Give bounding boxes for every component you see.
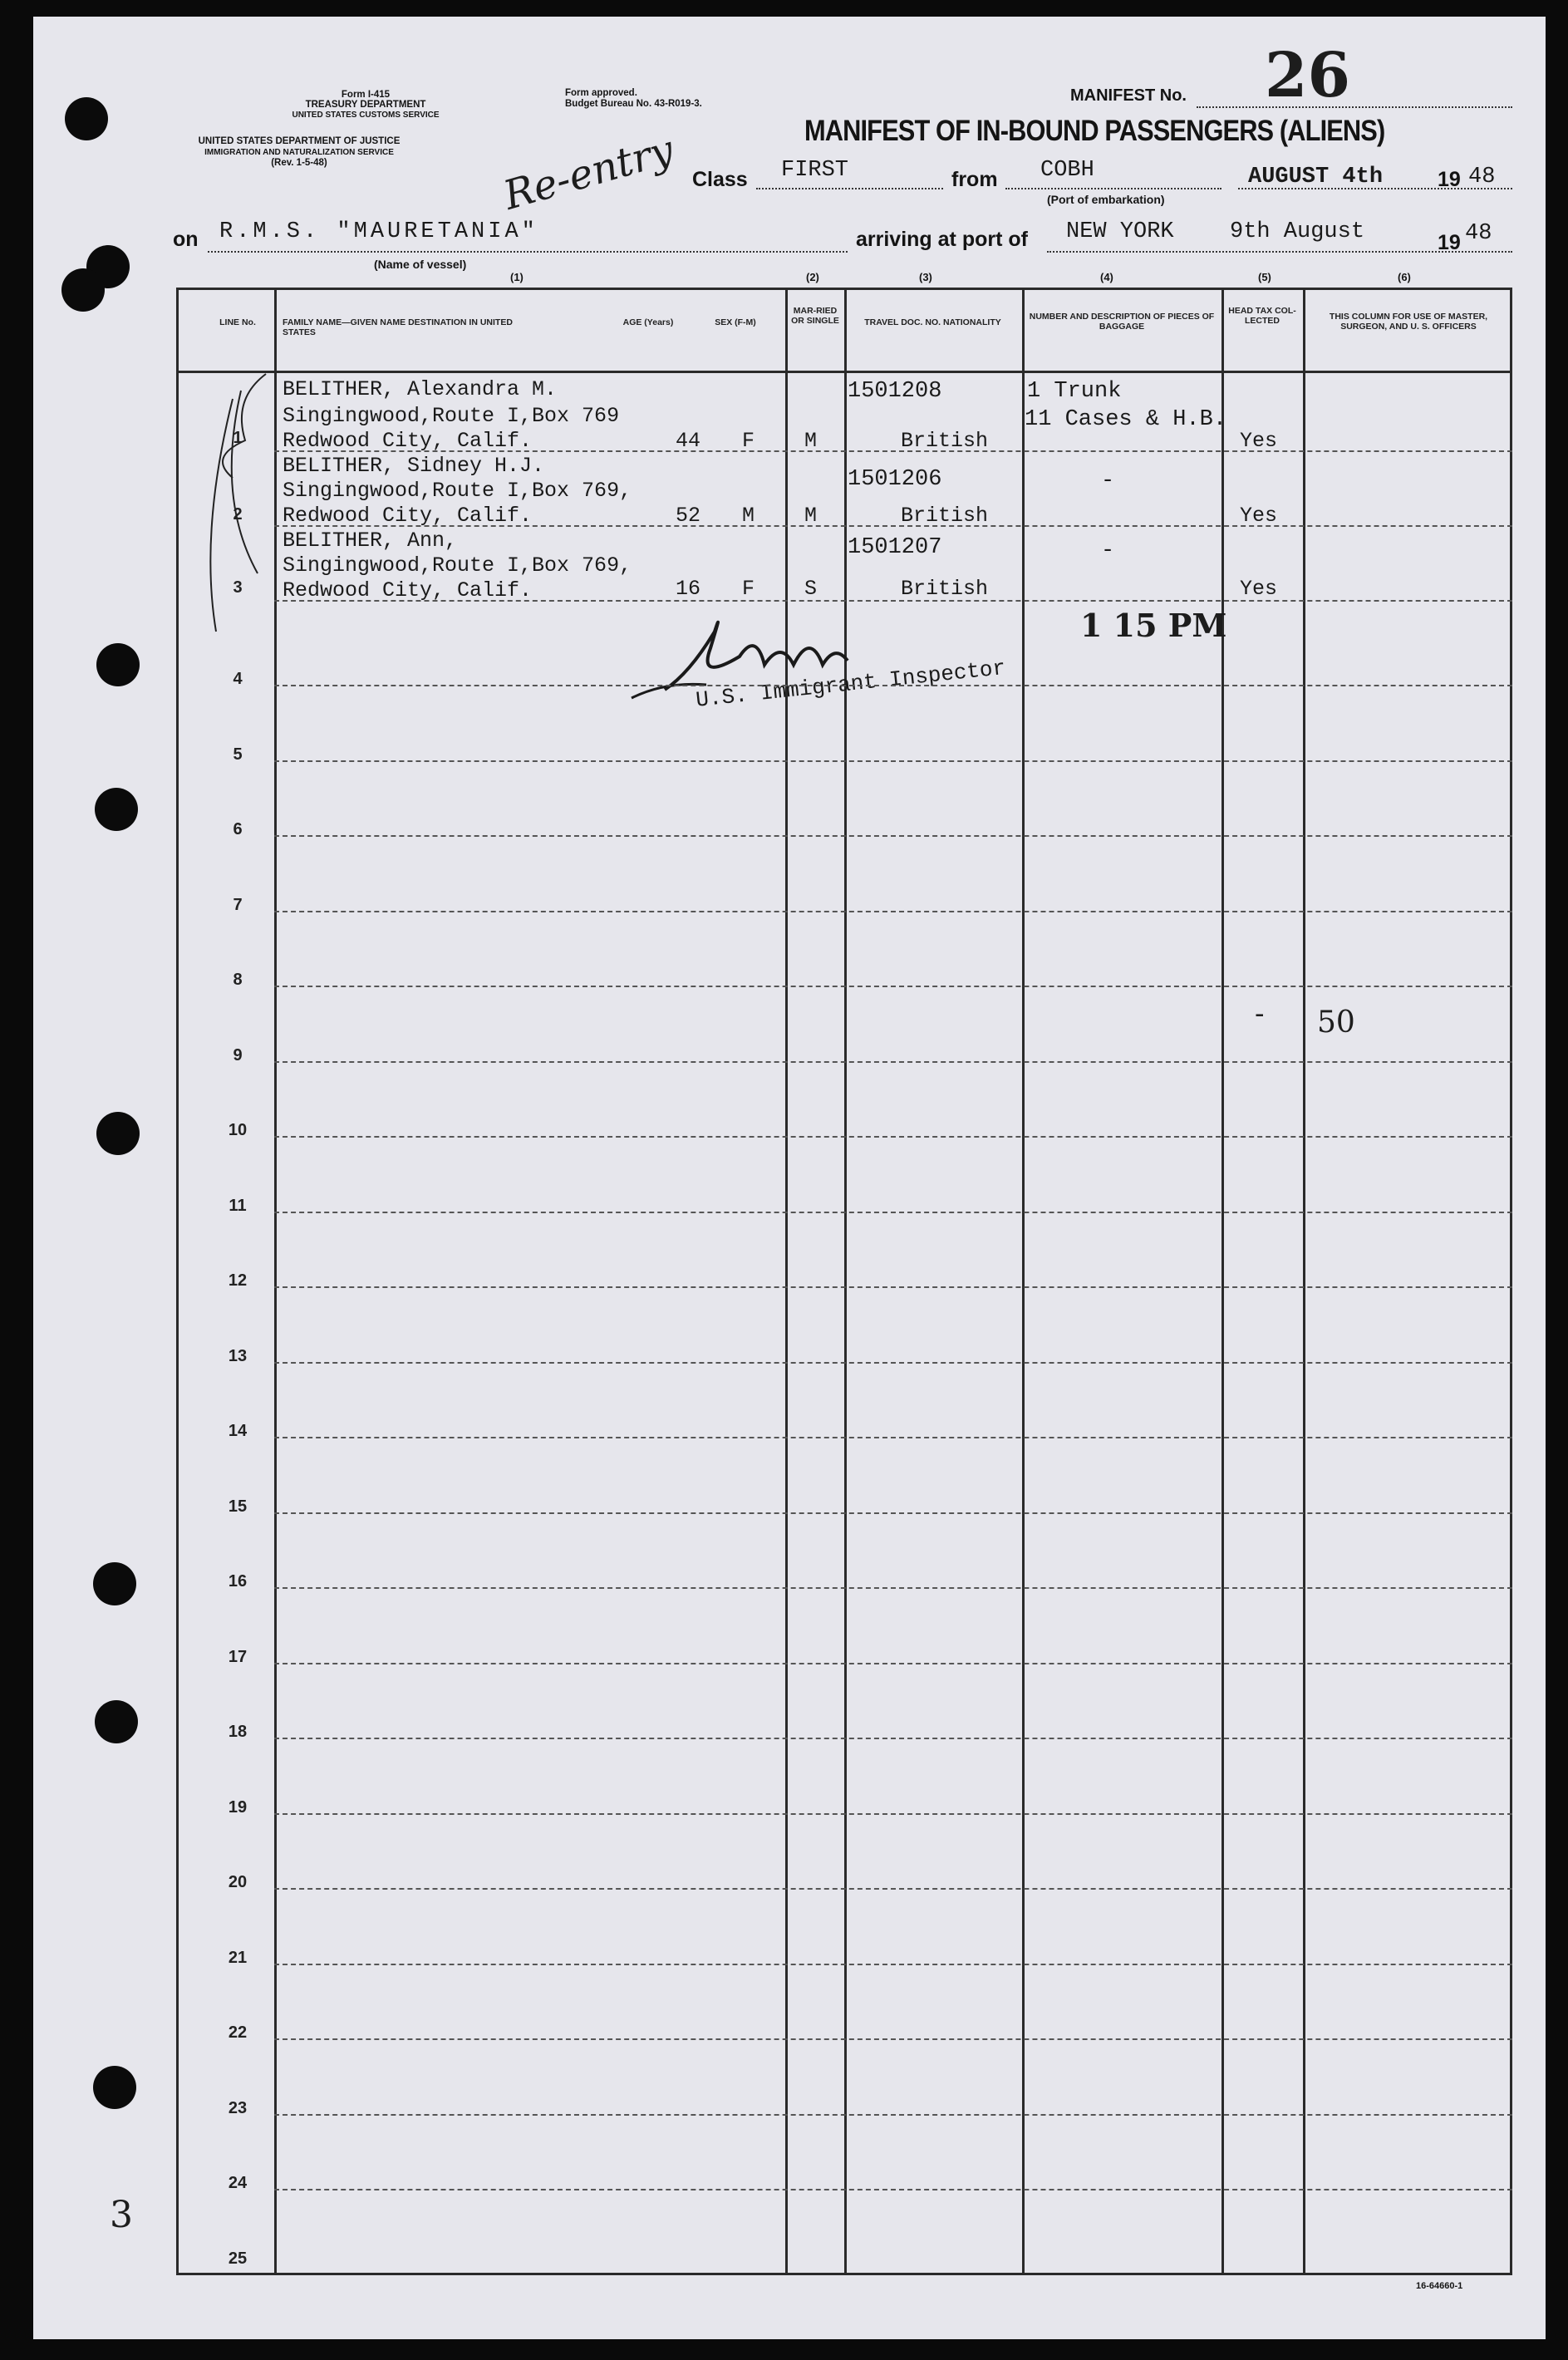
col-line-tax [1221,288,1224,2275]
binder-hole [96,643,140,686]
line-number: 19 [228,1798,248,1817]
approval-note: Form approved. [565,88,637,98]
colhead-baggage: NUMBER AND DESCRIPTION OF PIECES OF BAGGAGE [1029,312,1215,332]
colhead-name: FAMILY NAME—GIVEN NAME DESTINATION IN UNITED STATES [283,317,513,337]
passenger-head-tax: Yes [1240,429,1278,453]
row-rule [274,760,1512,762]
margin-note: 3 [110,2194,133,2236]
passenger-sex: F [742,577,755,601]
passenger-doc-no: 1501208 [848,379,942,404]
passenger-marital: S [804,577,818,601]
arrival-date: 9th August [1230,219,1365,244]
arrival-underline [1047,251,1512,253]
passenger-baggage: - [1101,469,1115,494]
row-rule [274,1663,1512,1664]
on-label: on [173,228,199,251]
line-number: 23 [228,2099,248,2117]
colhead-travel: TRAVEL DOC. NO. NATIONALITY [864,317,1001,327]
col-line-baggage [1022,288,1025,2275]
passenger-name: BELITHER, Alexandra M. [283,377,558,401]
vessel-underline [208,251,848,253]
passenger-nationality: British [901,429,989,453]
passenger-city: Redwood City, Calif. [283,429,533,453]
class-label: Class [692,168,748,191]
from-label: from [951,168,998,191]
row-rule [274,1738,1512,1739]
family-bracket [183,366,274,640]
line-number: 20 [228,1873,248,1891]
passenger-city: Redwood City, Calif. [283,578,533,602]
line-number: 10 [228,1121,248,1139]
manifest-number-label: MANIFEST No. [1070,86,1187,105]
budget-bureau-note: Budget Bureau No. 43-R019-3. [565,99,702,109]
class-underline [756,188,943,189]
col-line-officers [1303,288,1305,2275]
passenger-age: 52 [676,504,701,528]
justice-dept: UNITED STATES DEPARTMENT OF JUSTICE [198,136,401,146]
line-number: 2 [233,505,243,524]
row-rule [274,1587,1512,1589]
passenger-nationality: British [901,577,989,601]
date-underline [1238,188,1512,189]
row-rule [274,1437,1512,1438]
colhead-tax: HEAD TAX COL-LECTED [1228,306,1296,326]
from-underline [1005,188,1221,189]
inspector-caption: U.S. Immigrant Inspector [695,655,1007,713]
row-rule [274,1813,1512,1815]
manifest-number-underline [1197,106,1512,108]
row-rule [274,450,1512,452]
line-number: 6 [233,820,243,838]
passenger-name: BELITHER, Sidney H.J. [283,454,545,478]
line-number: 5 [233,745,243,764]
year-prefix: 19 [1438,168,1461,191]
colnum-3: (3) [919,271,932,283]
line-number: 21 [228,1949,248,1967]
row-rule [274,1061,1512,1063]
colhead-line: LINE No. [219,317,256,327]
form-number: Form I-415 [341,90,391,100]
line-number: 12 [228,1271,248,1290]
binder-hole [93,1562,136,1605]
line-number: 13 [228,1347,248,1365]
line-number: 25 [228,2249,248,2268]
row9-note: 50 [1317,1005,1355,1040]
line-number: 15 [228,1497,248,1516]
colnum-2: (2) [806,271,819,283]
line-number: 17 [228,1648,248,1666]
row-rule [274,685,1512,686]
line-number: 18 [228,1723,248,1741]
binder-hole [61,268,105,312]
line-number: 24 [228,2174,248,2192]
manifest-number: 26 [1265,40,1350,111]
colnum-5: (5) [1258,271,1271,283]
ins-service: IMMIGRATION AND NATURALIZATION SERVICE [204,148,394,157]
colhead-officers: THIS COLUMN FOR USE OF MASTER, SURGEON, AND U. S. OFFICERS [1329,312,1488,332]
passenger-address: Singingwood,Route I,Box 769, [283,553,632,578]
col-line-travel [844,288,847,2275]
row-rule [274,1512,1512,1514]
arriving-label: arriving at port of [856,228,1028,251]
colnum-1: (1) [510,271,523,283]
manifest-page [33,17,1546,2339]
passenger-address: Singingwood,Route I,Box 769, [283,479,632,503]
revision-date: (Rev. 1-5-48) [271,158,327,168]
passenger-address: Singingwood,Route I,Box 769 [283,404,620,428]
row-rule [274,911,1512,912]
arrival-year-prefix: 19 [1438,231,1461,254]
binder-hole [96,1112,140,1155]
binder-hole [93,2066,136,2109]
line-number: 9 [233,1046,243,1064]
colhead-age: AGE (Years) [622,317,674,327]
row-rule [274,2038,1512,2040]
departure-date: AUGUST 4th [1248,165,1384,189]
binder-hole [65,97,108,140]
treasury-dept: TREASURY DEPARTMENT [305,100,426,110]
row-rule [274,1964,1512,1965]
port-caption: (Port of embarkation) [1047,193,1165,206]
passenger-baggage: - [1101,538,1115,563]
passenger-sex: F [742,429,755,453]
passenger-doc-no: 1501207 [848,535,942,560]
line-number: 22 [228,2023,248,2042]
passenger-age: 44 [676,429,701,453]
passenger-baggage-2: 11 Cases & H.B. [1025,407,1227,432]
passenger-head-tax: Yes [1240,577,1278,601]
colnum-6: (6) [1398,271,1411,283]
passenger-age: 16 [676,577,701,601]
colhead-married: MAR-RIED OR SINGLE [791,306,839,326]
reentry-note: Re-entry [499,126,679,219]
passenger-baggage: 1 Trunk [1027,379,1122,404]
row-rule [274,1212,1512,1213]
row-rule [274,1136,1512,1138]
arrival-year: 48 [1465,221,1492,246]
colnum-4: (4) [1100,271,1113,283]
arrival-port: NEW YORK [1066,219,1174,244]
col-line-married [785,288,788,2275]
col-line-name [274,288,277,2275]
year-value: 48 [1468,165,1496,189]
passenger-head-tax: Yes [1240,504,1278,528]
row-rule [274,835,1512,837]
line-number: 8 [233,971,243,989]
row9-dash: - [1255,997,1265,1030]
line-number: 1 [233,429,243,447]
binder-hole [95,1700,138,1743]
line-number: 14 [228,1422,248,1440]
passenger-sex: M [742,504,755,528]
passenger-marital: M [804,504,818,528]
vessel-caption: (Name of vessel) [374,258,467,271]
time-note: 1 15 PM [1080,607,1227,644]
passenger-nationality: British [901,504,989,528]
line-number: 7 [233,896,243,914]
row-rule [274,986,1512,987]
passenger-city: Redwood City, Calif. [283,504,533,528]
binder-hole [95,788,138,831]
row-rule [274,525,1512,527]
row-rule [274,2114,1512,2116]
colhead-sex: SEX (F-M) [715,317,756,327]
class-value: FIRST [781,158,849,183]
row-rule [274,1362,1512,1364]
row-rule [274,2189,1512,2190]
line-number: 4 [233,670,243,688]
line-number: 11 [229,1197,247,1215]
passenger-name: BELITHER, Ann, [283,529,458,553]
manifest-title: MANIFEST OF IN-BOUND PASSENGERS (ALIENS) [804,115,1385,147]
from-value: COBH [1040,158,1094,183]
passenger-doc-no: 1501206 [848,467,942,492]
line-number: 16 [228,1572,248,1591]
vessel-name: R.M.S. "MAURETANIA" [219,219,538,244]
footer-code: 16-64660-1 [1416,2281,1463,2291]
row-rule [274,1286,1512,1288]
row-rule [274,1888,1512,1890]
passenger-marital: M [804,429,818,453]
line-number: 3 [233,578,243,597]
customs-service: UNITED STATES CUSTOMS SERVICE [292,111,440,120]
